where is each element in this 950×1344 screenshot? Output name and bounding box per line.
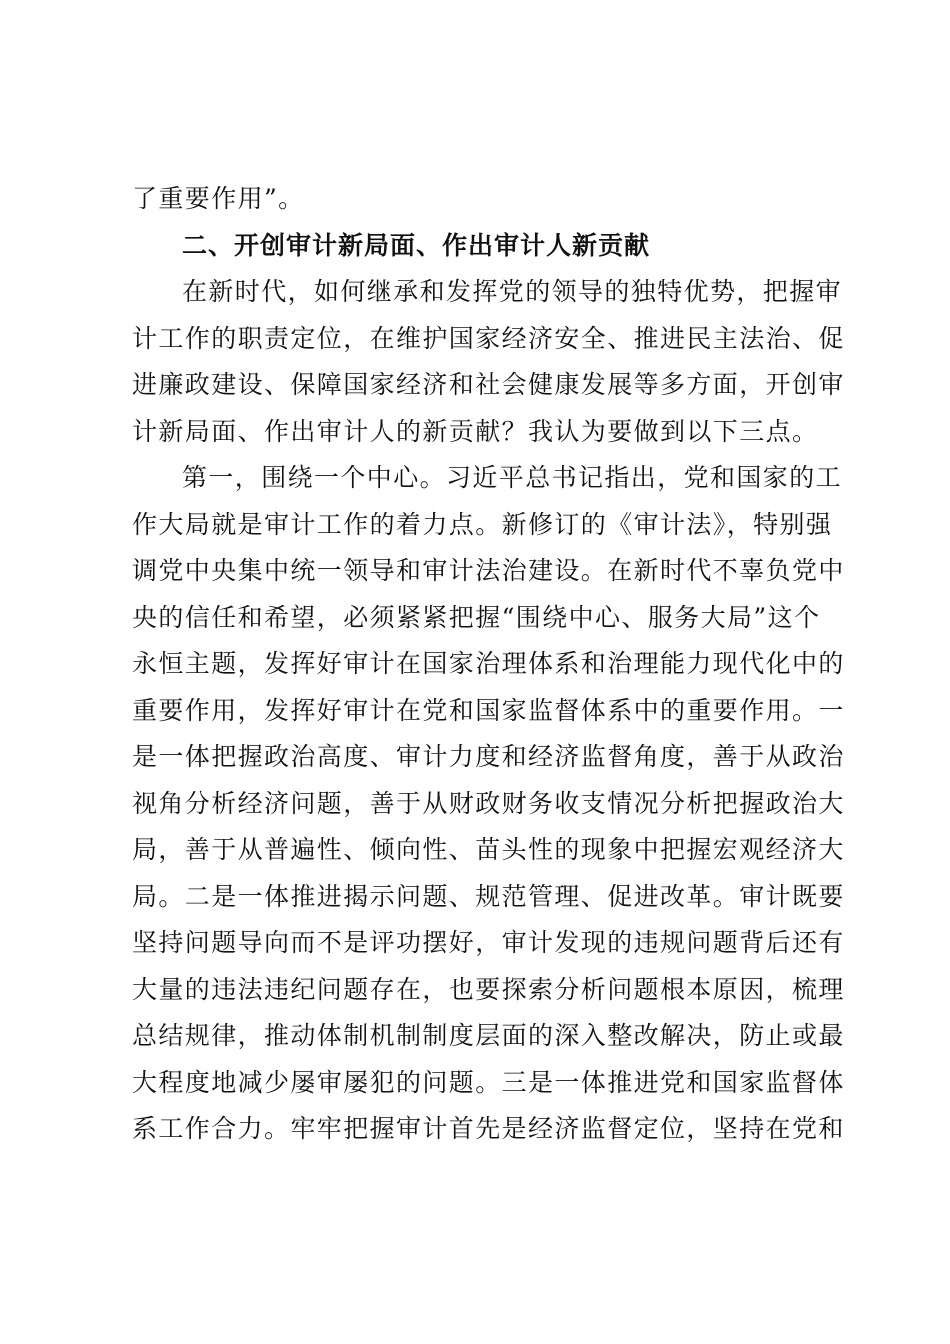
document-body [132, 176, 845, 1153]
text-line: 重要作用，发挥好审计在党和国家监督体系中的重要作用。一 [132, 695, 845, 725]
text-line: 大量的违法违纪问题存在，也要探索分析问题根本原因，梳理 [132, 974, 845, 1004]
paragraph [132, 269, 845, 455]
paragraph [132, 455, 845, 1153]
text-line: 央的信任和希望，必须紧紧把握“围绕中心、服务大局”这个 [132, 602, 821, 632]
text-line: 作大局就是审计工作的着力点。新修订的《审计法》，特别强 [132, 509, 833, 539]
text-line: 系工作合力。牢牢把握审计首先是经济监督定位，坚持在党和 [132, 1114, 845, 1143]
paragraph [132, 176, 832, 223]
section-heading [132, 223, 832, 270]
text-line: 局。二是一体推进揭示问题、规范管理、促进改革。审计既要 [132, 881, 845, 911]
text-line: 调党中央集中统一领导和审计法治建设。在新时代不辜负党中 [132, 556, 845, 585]
text-line: 计新局面、作出审计人的新贡献？我认为要做到以下三点。 [132, 416, 819, 446]
text-line: 视角分析经济问题，善于从财政财务收支情况分析把握政治大 [132, 788, 845, 818]
text-line: 大程度地减少屡审屡犯的问题。三是一体推进党和国家监督体 [132, 1067, 845, 1097]
text-line: 计工作的职责定位，在维护国家经济安全、推进民主法治、促 [132, 323, 845, 353]
text-line: 坚持问题导向而不是评功摆好，审计发现的违规问题背后还有 [132, 928, 845, 957]
text-line: 在新时代，如何继承和发挥党的领导的独特优势，把握审 [182, 277, 843, 306]
text-line: 永恒主题，发挥好审计在国家治理体系和治理能力现代化中的 [132, 649, 845, 678]
text-line: 进廉政建设、保障国家经济和社会健康发展等多方面，开创审 [132, 370, 845, 399]
text-line: 是一体把握政治高度、审计力度和经济监督角度，善于从政治 [132, 742, 845, 771]
text-line: 了重要作用”。 [132, 184, 305, 213]
heading-line: 二、开创审计新局面、作出审计人新贡献 [182, 230, 651, 260]
text-line: 第一，围绕一个中心。习近平总书记指出，党和国家的工 [182, 463, 843, 492]
text-line: 总结规律，推动体制机制制度层面的深入整改解决，防止或最 [132, 1021, 845, 1050]
text-line: 局，善于从普遍性、倾向性、苗头性的现象中把握宏观经济大 [132, 835, 845, 864]
